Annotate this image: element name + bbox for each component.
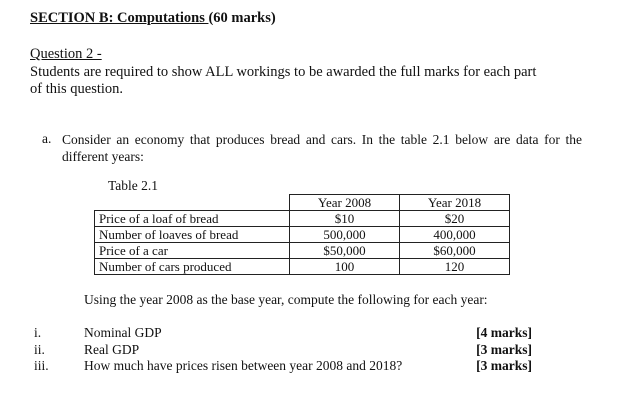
table-header-empty [95,195,290,211]
table-header-row [95,195,510,211]
part-a-label: a. [42,131,52,146]
subquestion-marks: [3 marks] [476,342,532,357]
subquestion-marks: [3 marks] [476,358,532,373]
row-value-2008: $50,000 [290,243,400,259]
table-row [95,211,510,227]
row-value-2018: $60,000 [400,243,510,259]
table-row [95,227,510,243]
part-a-text: Consider an economy that produces bread and cars. In the table 2.1 below are data for the different years: [62,132,582,164]
row-label: Price of a car [95,243,290,259]
section-title [30,10,276,27]
row-value-2008: $10 [290,211,400,227]
subquestion-marks: [4 marks] [476,325,532,340]
table-header-2008: Year 2008 [290,195,400,211]
section-heading: SECTION B: Computations [30,10,209,26]
row-value-2018: $20 [400,211,510,227]
row-value-2018: 120 [400,259,510,275]
subquestion-number: ii. [34,342,45,357]
compute-prompt: Using the year 2008 as the base year, compute the following for each year: [84,292,488,307]
row-value-2008: 100 [290,259,400,275]
question-title: Question 2 - [30,46,102,62]
subquestion-text: Nominal GDP [84,325,162,340]
section-marks: (60 marks) [208,10,276,26]
table-caption: Table 2.1 [108,178,159,193]
table-row [95,259,510,275]
row-label: Number of cars produced [95,259,290,275]
table-row [95,243,510,259]
data-table [94,194,510,275]
subquestion-text: How much have prices risen between year 2008 and 2018? [84,358,403,373]
row-value-2008: 500,000 [290,227,400,243]
row-label: Price of a loaf of bread [95,211,290,227]
question-instruction: Students are required to show ALL workings to be awarded the full marks for each part of this question. [30,64,537,97]
subquestion-text: Real GDP [84,342,140,357]
table-header-2018: Year 2018 [400,195,510,211]
subquestion-number: iii. [34,358,49,373]
row-label: Number of loaves of bread [95,227,290,243]
subquestion-number: i. [34,325,42,340]
row-value-2018: 400,000 [400,227,510,243]
